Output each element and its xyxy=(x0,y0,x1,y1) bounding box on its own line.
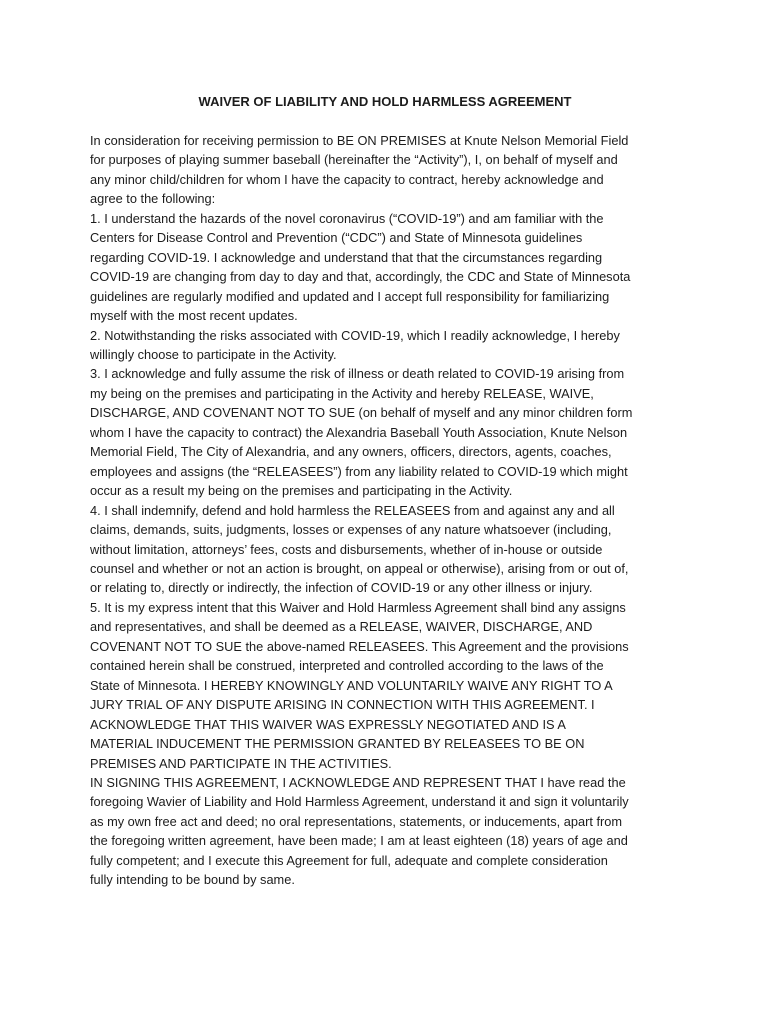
document-line: MATERIAL INDUCEMENT THE PERMISSION GRANTED BY RELEASEES TO BE ON xyxy=(90,736,585,752)
document-line: willingly choose to participate in the Activity. xyxy=(90,346,337,362)
document-line: Memorial Field, The City of Alexandria, and any owners, officers, directors, agents, coaches, xyxy=(90,444,612,460)
document-line: State of Minnesota. I HEREBY KNOWINGLY AND VOLUNTARILY WAIVE ANY RIGHT TO A xyxy=(90,677,613,693)
document-line: IN SIGNING THIS AGREEMENT, I ACKNOWLEDGE AND REPRESENT THAT I have read the xyxy=(90,774,626,790)
document-line: as my own free act and deed; no oral representations, statements, or inducements, apart from xyxy=(90,813,623,829)
document-line: guidelines are regularly modified and updated and I accept full responsibility for familiarizing xyxy=(90,288,610,304)
document-line: foregoing Wavier of Liability and Hold Harmless Agreement, understand it and sign it voluntarily xyxy=(90,794,629,810)
document-line: agree to the following: xyxy=(90,191,216,207)
document-line: and representatives, and shall be deemed as a RELEASE, WAIVER, DISCHARGE, AND xyxy=(90,619,593,635)
document-line: fully intending to be bound by same. xyxy=(90,872,295,888)
document-line: fully competent; and I execute this Agreement for full, adequate and complete consideration xyxy=(90,852,608,868)
document-line: for purposes of playing summer baseball (hereinafter the “Activity”), I, on behalf of myself and xyxy=(90,152,618,168)
document-line: COVID-19 are changing from day to day and that, accordingly, the CDC and State of Minnesota xyxy=(90,269,631,285)
document-line: 4. I shall indemnify, defend and hold harmless the RELEASEES from and against any and all xyxy=(90,502,615,518)
document-line: 1. I understand the hazards of the novel coronavirus (“COVID-19”) and am familiar with the xyxy=(90,210,604,226)
document-line: In consideration for receiving permission to BE ON PREMISES at Knute Nelson Memorial Field xyxy=(90,133,629,148)
document-line: without limitation, attorneys’ fees, costs and disbursements, whether of in-house or outside xyxy=(90,541,603,557)
document-line: 3. I acknowledge and fully assume the risk of illness or death related to COVID-19 arising from xyxy=(90,366,625,382)
document-line: 2. Notwithstanding the risks associated with COVID-19, which I readily acknowledge, I hereby xyxy=(90,327,620,343)
document-line: employees and assigns (the “RELEASEES”) from any liability related to COVID-19 which might xyxy=(90,463,628,479)
document-line: DISCHARGE, AND COVENANT NOT TO SUE (on behalf of myself and any minor children form xyxy=(90,405,633,421)
document-line: regarding COVID-19. I acknowledge and understand that that the circumstances regarding xyxy=(90,249,603,265)
document-line: my being on the premises and participating in the Activity and hereby RELEASE, WAIVE, xyxy=(90,385,594,401)
document-line: myself with the most recent updates. xyxy=(90,308,298,324)
document-line: whom I have the capacity to contract) the Alexandria Baseball Youth Association, Knute Nelson xyxy=(90,424,628,440)
document-title: WAIVER OF LIABILITY AND HOLD HARMLESS AGREEMENT xyxy=(198,94,572,109)
document-line: Centers for Disease Control and Prevention (“CDC”) and State of Minnesota guidelines xyxy=(90,230,583,246)
document-line: JURY TRIAL OF ANY DISPUTE ARISING IN CONNECTION WITH THIS AGREEMENT. I xyxy=(90,697,595,713)
document-line: the foregoing written agreement, have been made; I am at least eighteen (18) years of age and xyxy=(90,833,628,849)
document-line: ACKNOWLEDGE THAT THIS WAIVER WAS EXPRESSLY NEGOTIATED AND IS A xyxy=(90,716,566,732)
document-line: contained herein shall be construed, interpreted and controlled according to the laws of the xyxy=(90,658,604,674)
document-body xyxy=(90,131,690,890)
document-line: any minor child/children for whom I have the capacity to contract, hereby acknowledge and xyxy=(90,171,604,187)
document-line: 5. It is my express intent that this Waiver and Hold Harmless Agreement shall bind any assigns xyxy=(90,599,626,615)
document-line: or relating to, directly or indirectly, the infection of COVID-19 or any other illness or injury. xyxy=(90,580,593,596)
document-line: claims, demands, suits, judgments, losses or expenses of any nature whatsoever (including, xyxy=(90,522,612,538)
document-line: PREMISES AND PARTICIPATE IN THE ACTIVITIES. xyxy=(90,755,392,771)
document-line: occur as a result my being on the premises and participating in the Activity. xyxy=(90,483,513,499)
document-line: counsel and whether or not an action is brought, on appeal or otherwise), arising from or out of, xyxy=(90,560,629,576)
document-line: COVENANT NOT TO SUE the above-named RELEASEES. This Agreement and the provisions xyxy=(90,638,629,654)
